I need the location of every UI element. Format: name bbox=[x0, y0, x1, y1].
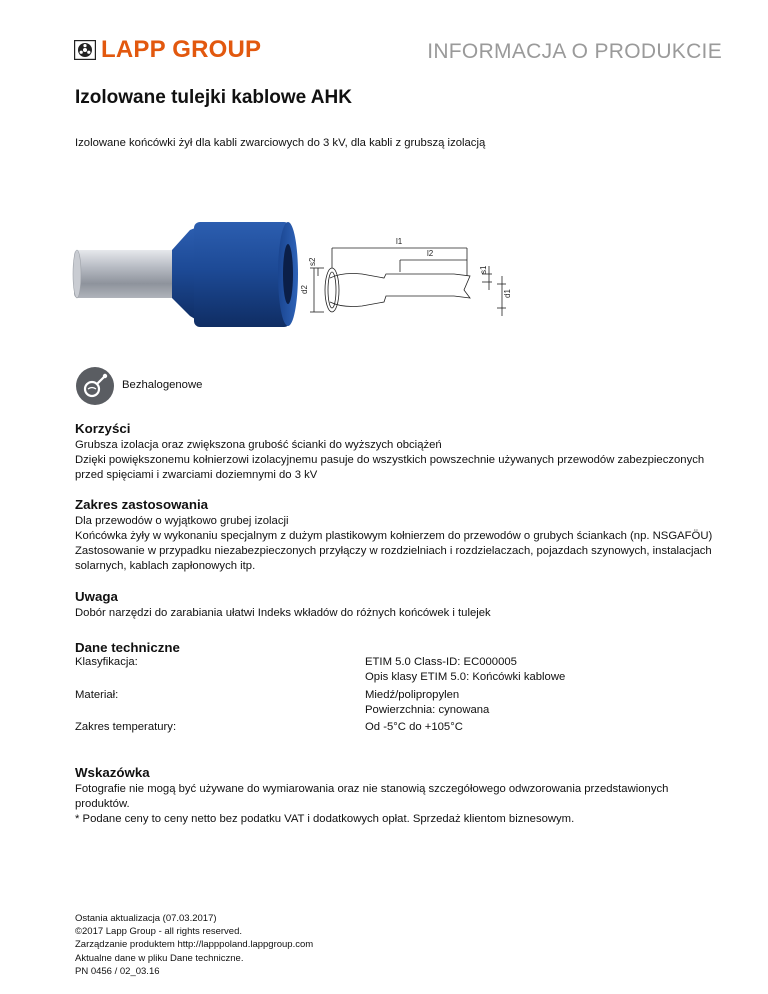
tech-value-line: Powierzchnia: cynowana bbox=[365, 704, 490, 716]
hint-heading: Wskazówka bbox=[75, 765, 150, 780]
note-heading: Uwaga bbox=[75, 589, 118, 604]
note-section bbox=[75, 589, 735, 621]
dim-label-l1: l1 bbox=[396, 237, 403, 246]
tech-value-line: ETIM 5.0 Class-ID: EC000005 bbox=[365, 656, 517, 668]
tech-value-line: Od -5°C do +105°C bbox=[365, 721, 463, 733]
technical-heading: Dane techniczne bbox=[75, 640, 180, 655]
halogen-free-icon bbox=[75, 366, 115, 406]
hint-line: Fotografie nie mogą być używane do wymiarowania oraz nie stanowią szczegółowego odwzorowania przedstawionych bbox=[75, 783, 669, 795]
dim-label-s1: s1 bbox=[479, 265, 488, 274]
lapp-logo-text: LAPP GROUP bbox=[101, 36, 262, 63]
benefits-section bbox=[75, 421, 735, 483]
dim-label-d1: d1 bbox=[503, 289, 512, 298]
benefits-line: przed spięciami i zwarciami doziemnymi do 3 kV bbox=[75, 469, 318, 481]
footer-line: Aktualne dane w pliku Dane techniczne. bbox=[75, 952, 244, 964]
dim-label-s2: s2 bbox=[308, 257, 317, 266]
tech-value bbox=[365, 655, 565, 685]
product-subtitle: Izolowane końcówki żył dla kabli zwarciowych do 3 kV, dla kabli z grubszą izolacją bbox=[75, 137, 486, 149]
hint-section bbox=[75, 765, 735, 827]
tech-row-temperature bbox=[75, 720, 735, 736]
hint-line: produktów. bbox=[75, 798, 130, 810]
application-line: Końcówka żyły w wykonaniu specjalnym z dużym plastikowym kołnierzem do przewodów o grubych ściankach (np. NSGAFÖU) bbox=[75, 530, 713, 542]
footer bbox=[75, 912, 313, 978]
application-line: solarnych, kablach zapłonowych itp. bbox=[75, 560, 256, 572]
footer-line: ©2017 Lapp Group - all rights reserved. bbox=[75, 926, 243, 938]
dim-label-l2: l2 bbox=[427, 249, 434, 258]
tech-value-line: Miedź/polipropylen bbox=[365, 689, 460, 701]
dim-label-d2: d2 bbox=[300, 285, 309, 294]
footer-line: Zarządzanie produktem http://lapppoland.lappgroup.com bbox=[75, 939, 314, 951]
application-line: Zastosowanie w przypadku niezabezpieczonych przyłączy w rozdzielniach i rozdzielaczach, pojazdach szynowych, instalacjach bbox=[75, 545, 712, 557]
lapp-logo-icon bbox=[74, 40, 96, 60]
tech-value bbox=[365, 720, 463, 735]
tech-row-material bbox=[75, 688, 735, 718]
benefits-heading: Korzyści bbox=[75, 421, 131, 436]
feature-label: Bezhalogenowe bbox=[122, 379, 203, 391]
document-type: INFORMACJA O PRODUKCIE bbox=[427, 40, 722, 63]
page-title: Izolowane tulejki kablowe AHK bbox=[75, 87, 352, 108]
application-section bbox=[75, 497, 735, 574]
tech-value bbox=[365, 688, 489, 718]
tech-row-classification bbox=[75, 655, 735, 685]
application-line: Dla przewodów o wyjątkowo grubej izolacji bbox=[75, 515, 289, 527]
tech-value-line: Opis klasy ETIM 5.0: Końcówki kablowe bbox=[365, 671, 566, 683]
application-heading: Zakres zastosowania bbox=[75, 497, 209, 512]
tech-label: Zakres temperatury: bbox=[75, 721, 177, 733]
tech-label: Klasyfikacja: bbox=[75, 656, 138, 668]
tech-label: Materiał: bbox=[75, 689, 119, 701]
dimension-drawing bbox=[292, 226, 522, 326]
note-line: Dobór narzędzi do zarabiania ułatwi Indeks wkładów do różnych końcówek i tulejek bbox=[75, 607, 491, 619]
footer-line: Ostania aktualizacja (07.03.2017) bbox=[75, 913, 217, 924]
benefits-line: Dzięki powiększonemu kołnierzowi izolacyjnemu pasuje do wszystkich powszechnie używanych przewodów zabezpieczonych bbox=[75, 454, 705, 466]
benefits-line: Grubsza izolacja oraz zwiększona grubość ścianki do wyższych obciążeń bbox=[75, 439, 442, 451]
hint-line: * Podane ceny to ceny netto bez podatku VAT i dodatkowych opłat. Sprzedaż klientom biznesowym. bbox=[75, 813, 575, 825]
footer-line: PN 0456 / 02_03.16 bbox=[75, 965, 160, 977]
ferrule-product-image bbox=[72, 212, 302, 332]
